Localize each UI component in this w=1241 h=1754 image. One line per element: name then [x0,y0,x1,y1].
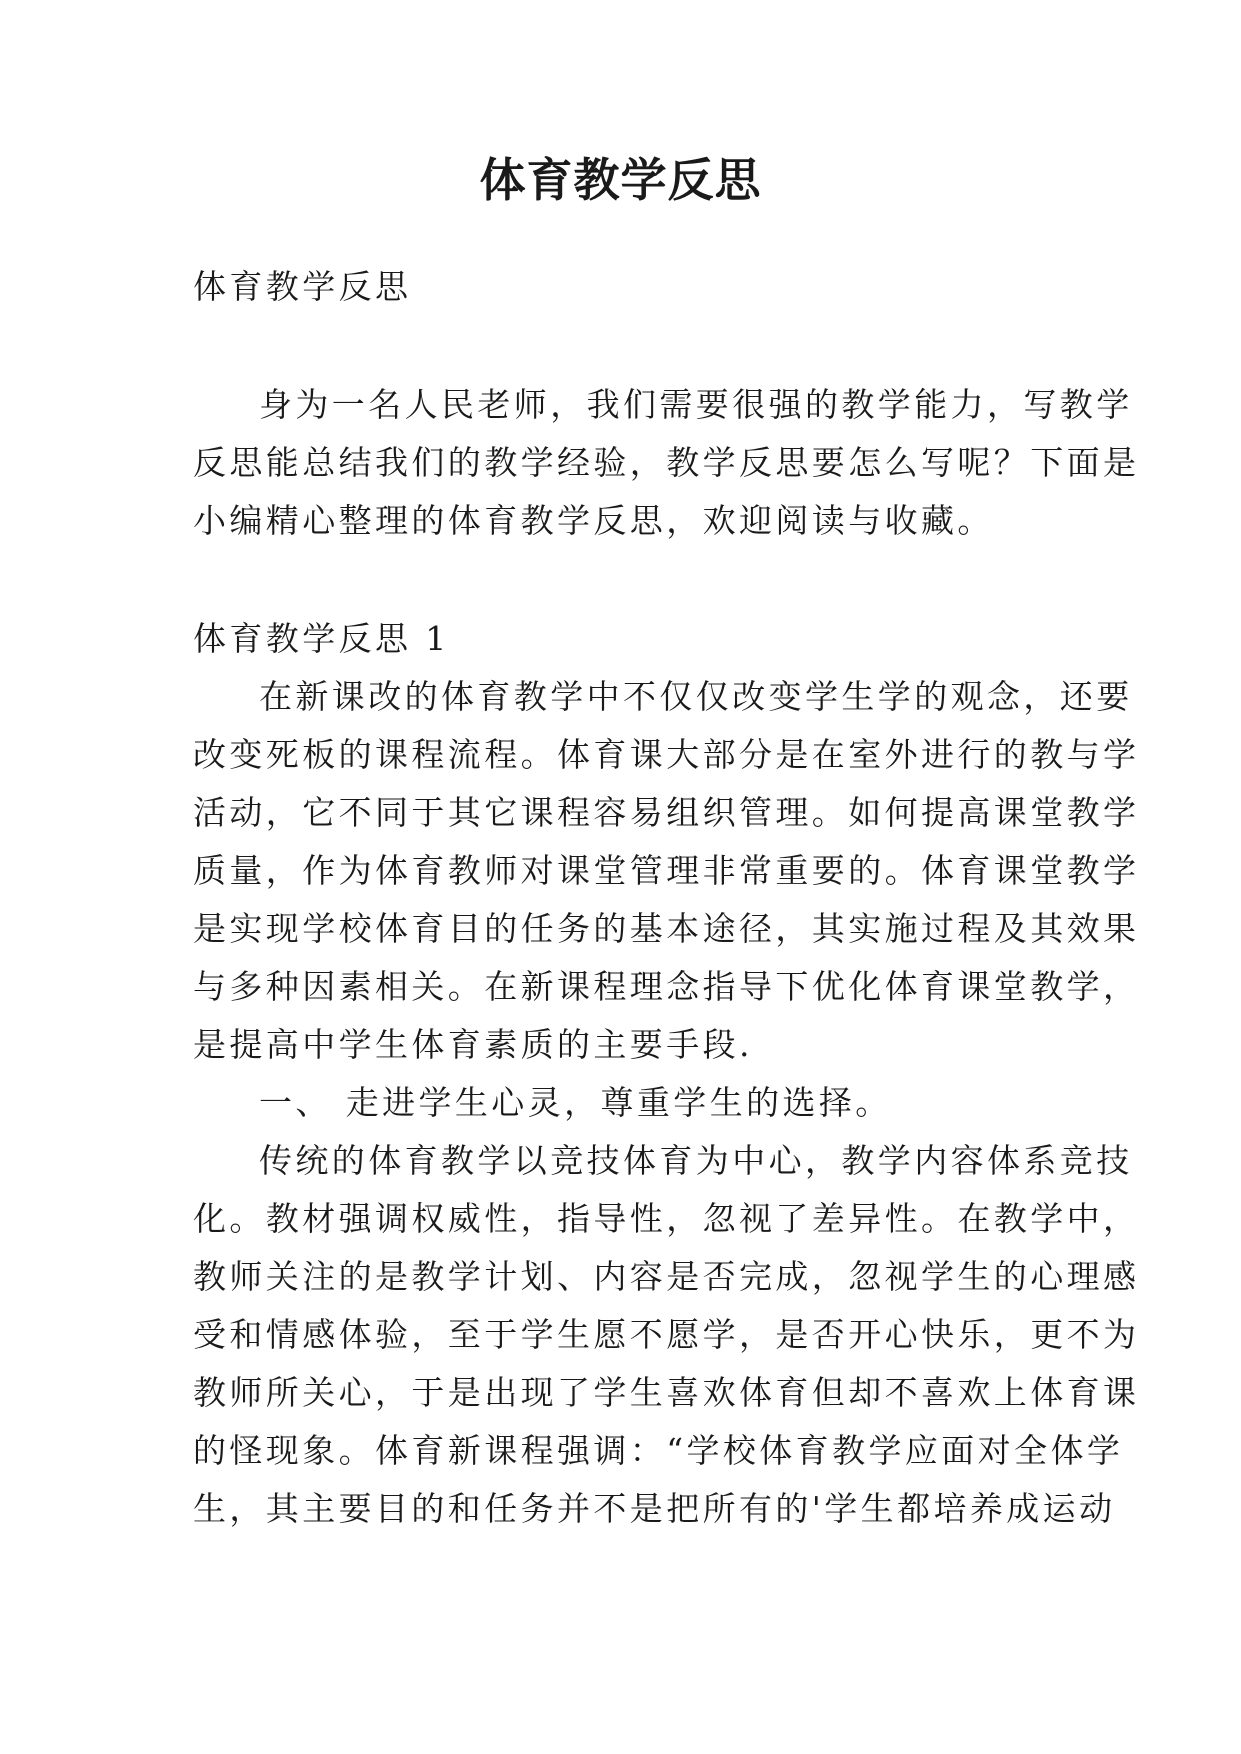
paragraph-line: 改变死板的课程流程。体育课大部分是在室外进行的教与学 [193,735,1140,774]
paragraph-line: 与多种因素相关。在新课程理念指导下优化体育课堂教学， [193,967,1140,1006]
subtitle: 体育教学反思 [193,267,412,306]
paragraph-line: 教师关注的是教学计划、内容是否完成，忽视学生的心理感 [193,1257,1140,1296]
intro-line: 身为一名人民老师，我们需要很强的教学能力，写教学 [259,385,1133,424]
intro-line: 反思能总结我们的教学经验，教学反思要怎么写呢？下面是 [193,443,1140,482]
paragraph-line: 化。教材强调权威性，指导性，忽视了差异性。在教学中， [193,1199,1140,1238]
paragraph-line: 受和情感体验，至于学生愿不愿学，是否开心快乐，更不为 [193,1315,1140,1354]
paragraph-line: 活动，它不同于其它课程容易组织管理。如何提高课堂教学 [193,793,1140,832]
section-heading: 体育教学反思 1 [193,619,450,658]
spacer [193,316,1053,376]
spacer [193,550,1053,610]
paragraph-line: 在新课改的体育教学中不仅仅改变学生学的观念，还要 [259,677,1133,716]
paragraph-line: 教师所关心，于是出现了学生喜欢体育但却不喜欢上体育课 [193,1373,1140,1412]
paragraph-line: 的怪现象。体育新课程强调：“学校体育教学应面对全体学 [193,1431,1124,1470]
paragraph-line: 传统的体育教学以竞技体育为中心，教学内容体系竞技 [259,1141,1133,1180]
intro-line: 小编精心整理的体育教学反思，欢迎阅读与收藏。 [193,501,994,540]
paragraph-line: 是提高中学生体育素质的主要手段. [193,1025,753,1064]
paragraph-line: 质量，作为体育教师对课堂管理非常重要的。体育课堂教学 [193,851,1140,890]
document-title: 体育教学反思 [479,153,762,207]
paragraph-line: 是实现学校体育目的任务的基本途径，其实施过程及其效果 [193,909,1140,948]
paragraph-line: 生，其主要目的和任务并不是把所有的'学生都培养成运动 [193,1489,1116,1528]
document-body [193,258,1140,1538]
point-heading: 一、 走进学生心灵，尊重学生的选择。 [259,1083,892,1122]
